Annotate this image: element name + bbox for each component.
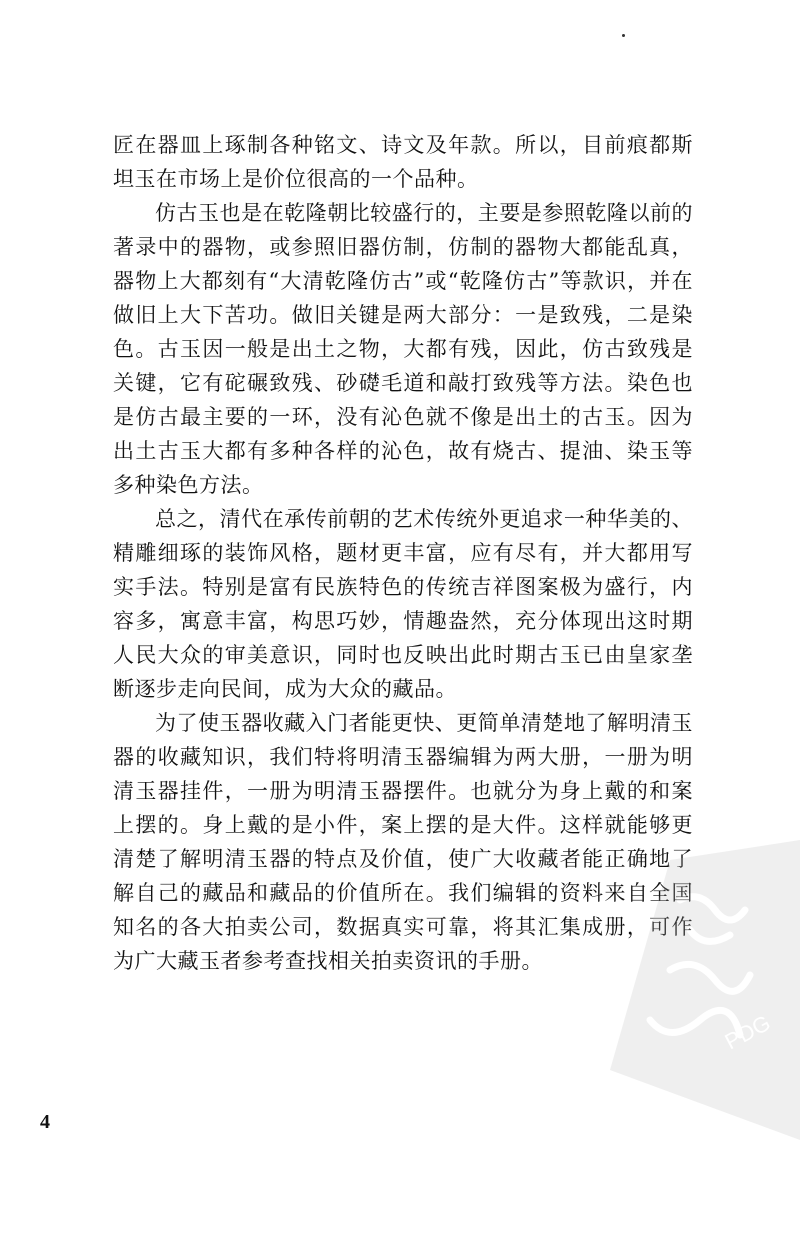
paragraph-1: 匠在器皿上琢制各种铭文、诗文及年款。所以，目前痕都斯坦玉在市场上是价位很高的一个品种。	[113, 133, 693, 191]
page-number: 4	[40, 1111, 50, 1133]
scan-speck	[622, 34, 625, 37]
body-text	[113, 128, 693, 978]
paragraph-4: 为了使玉器收藏入门者能更快、更简单清楚地了解明清玉器的收藏知识，我们特将明清玉器编辑为两大册，一册为明清玉器挂件，一册为明清玉器摆件。也就分为身上戴的和案上摆的。身上戴的是小件，案上摆的是大件。这样就能够更清楚了解明清玉器的特点及价值，使广大收藏者能正确地了解自己的藏品和藏品的价值所在。我们编辑的资料来自全国知名的各大拍卖公司，数据真实可靠，将其汇集成册，可作为广大藏玉者参考查找相关拍卖资讯的手册。	[113, 711, 693, 973]
paragraph-3: 总之，清代在承传前朝的艺术传统外更追求一种华美的、精雕细琢的装饰风格，题材更丰富，应有尽有，并大都用写实手法。特别是富有民族特色的传统吉祥图案极为盛行，内容多，寓意丰富，构思巧妙，情趣盎然，充分体现出这时期人民大众的审美意识，同时也反映出此时期古玉已由皇家垄断逐步走向民间，成为大众的藏品。	[113, 507, 693, 701]
library-stamp-watermark	[610, 840, 800, 1140]
paragraph-2: 仿古玉也是在乾隆朝比较盛行的，主要是参照乾隆以前的著录中的器物，或参照旧器仿制，仿制的器物大都能乱真，器物上大都刻有“大清乾隆仿古”或“乾隆仿古”等款识，并在做旧上大下苦功。做旧关键是两大部分：一是致残，二是染色。古玉因一般是出土之物，大都有残，因此，仿古致残是关键，它有砣碾致残、砂礎毛道和敲打致残等方法。染色也是仿古最主要的一环，没有沁色就不像是出土的古玉。因为出土古玉大都有多种各样的沁色，故有烧古、提油、染玉等多种染色方法。	[113, 201, 693, 497]
watermark-label: PDG	[720, 1009, 775, 1055]
